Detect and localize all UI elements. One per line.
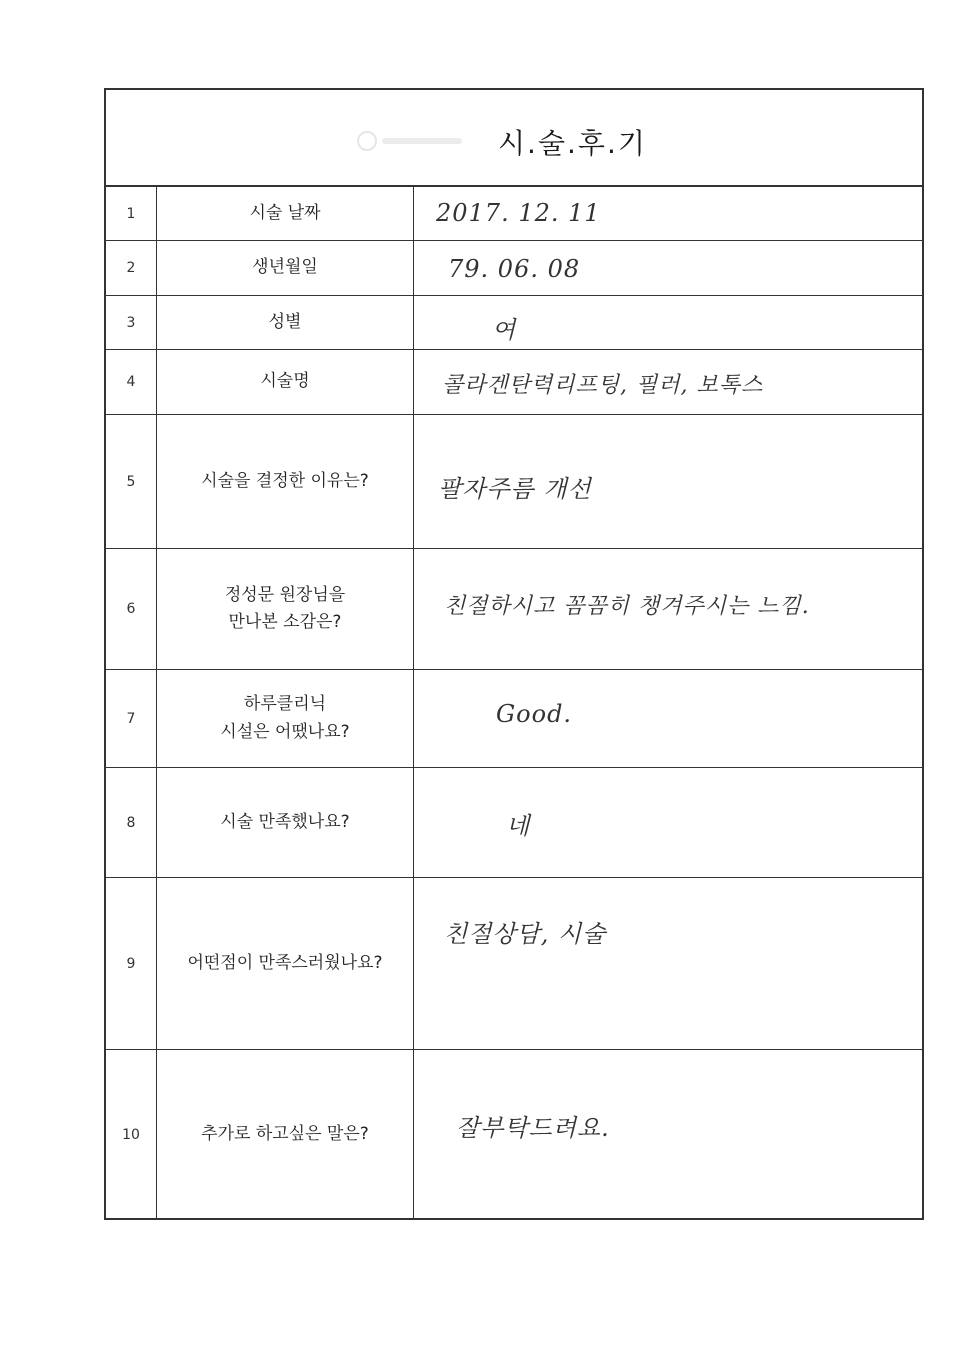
row-number: 5 bbox=[106, 415, 157, 548]
table-row bbox=[106, 415, 922, 549]
form-title: 시.술.후.기 bbox=[498, 127, 647, 160]
answer-cell bbox=[414, 296, 922, 349]
answer-cell bbox=[414, 241, 922, 295]
table-row bbox=[106, 187, 922, 241]
table-row bbox=[106, 670, 922, 768]
title-row bbox=[106, 90, 922, 187]
question-label: 어떤점이 만족스러웠나요? bbox=[157, 878, 414, 1049]
row-number: 1 bbox=[106, 187, 157, 240]
table-row bbox=[106, 296, 922, 350]
answer-cell bbox=[414, 878, 922, 1049]
answer-cell bbox=[414, 350, 922, 414]
answer-cell bbox=[414, 187, 922, 240]
faded-logo-mark bbox=[356, 130, 466, 152]
question-label: 생년월일 bbox=[157, 241, 414, 295]
question-label: 시술 날짜 bbox=[157, 187, 414, 240]
answer-cell bbox=[414, 549, 922, 669]
question-label: 시술을 결정한 이유는? bbox=[157, 415, 414, 548]
row-number: 10 bbox=[106, 1050, 157, 1220]
row-number: 8 bbox=[106, 768, 157, 877]
table-row bbox=[106, 549, 922, 670]
table-row bbox=[106, 350, 922, 415]
review-form bbox=[104, 88, 924, 1220]
answer-cell bbox=[414, 1050, 922, 1220]
handwritten-answer: Good. bbox=[496, 700, 573, 728]
row-number: 2 bbox=[106, 241, 157, 295]
handwritten-answer: 잘부탁드려요. bbox=[456, 1114, 610, 1142]
question-label: 성별 bbox=[157, 296, 414, 349]
answer-cell bbox=[414, 768, 922, 877]
table-row bbox=[106, 878, 922, 1050]
table-row bbox=[106, 1050, 922, 1220]
handwritten-answer: 콜라겐탄력리프팅, 필러, 보톡스 bbox=[442, 373, 764, 398]
table-row bbox=[106, 768, 922, 878]
row-number: 3 bbox=[106, 296, 157, 349]
handwritten-answer: 여 bbox=[492, 316, 517, 344]
table-row bbox=[106, 241, 922, 296]
handwritten-answer: 친절하시고 꼼꼼히 챙겨주시는 느낌. bbox=[444, 594, 810, 619]
question-label: 하루클리닉 시설은 어땠나요? bbox=[157, 670, 414, 767]
question-label: 시술명 bbox=[157, 350, 414, 414]
row-number: 4 bbox=[106, 350, 157, 414]
answer-cell bbox=[414, 415, 922, 548]
answer-cell bbox=[414, 670, 922, 767]
question-label: 추가로 하고싶은 말은? bbox=[157, 1050, 414, 1220]
row-number: 7 bbox=[106, 670, 157, 767]
row-number: 6 bbox=[106, 549, 157, 669]
question-label: 정성문 원장님을 만나본 소감은? bbox=[157, 549, 414, 669]
handwritten-answer: 79. 06. 08 bbox=[448, 255, 581, 283]
row-number: 9 bbox=[106, 878, 157, 1049]
handwritten-answer: 친절상담, 시술 bbox=[444, 920, 607, 948]
handwritten-answer: 팔자주름 개선 bbox=[438, 475, 592, 503]
question-label: 시술 만족했나요? bbox=[157, 768, 414, 877]
handwritten-answer: 2017. 12. 11 bbox=[436, 199, 601, 227]
handwritten-answer: 네 bbox=[506, 812, 531, 840]
